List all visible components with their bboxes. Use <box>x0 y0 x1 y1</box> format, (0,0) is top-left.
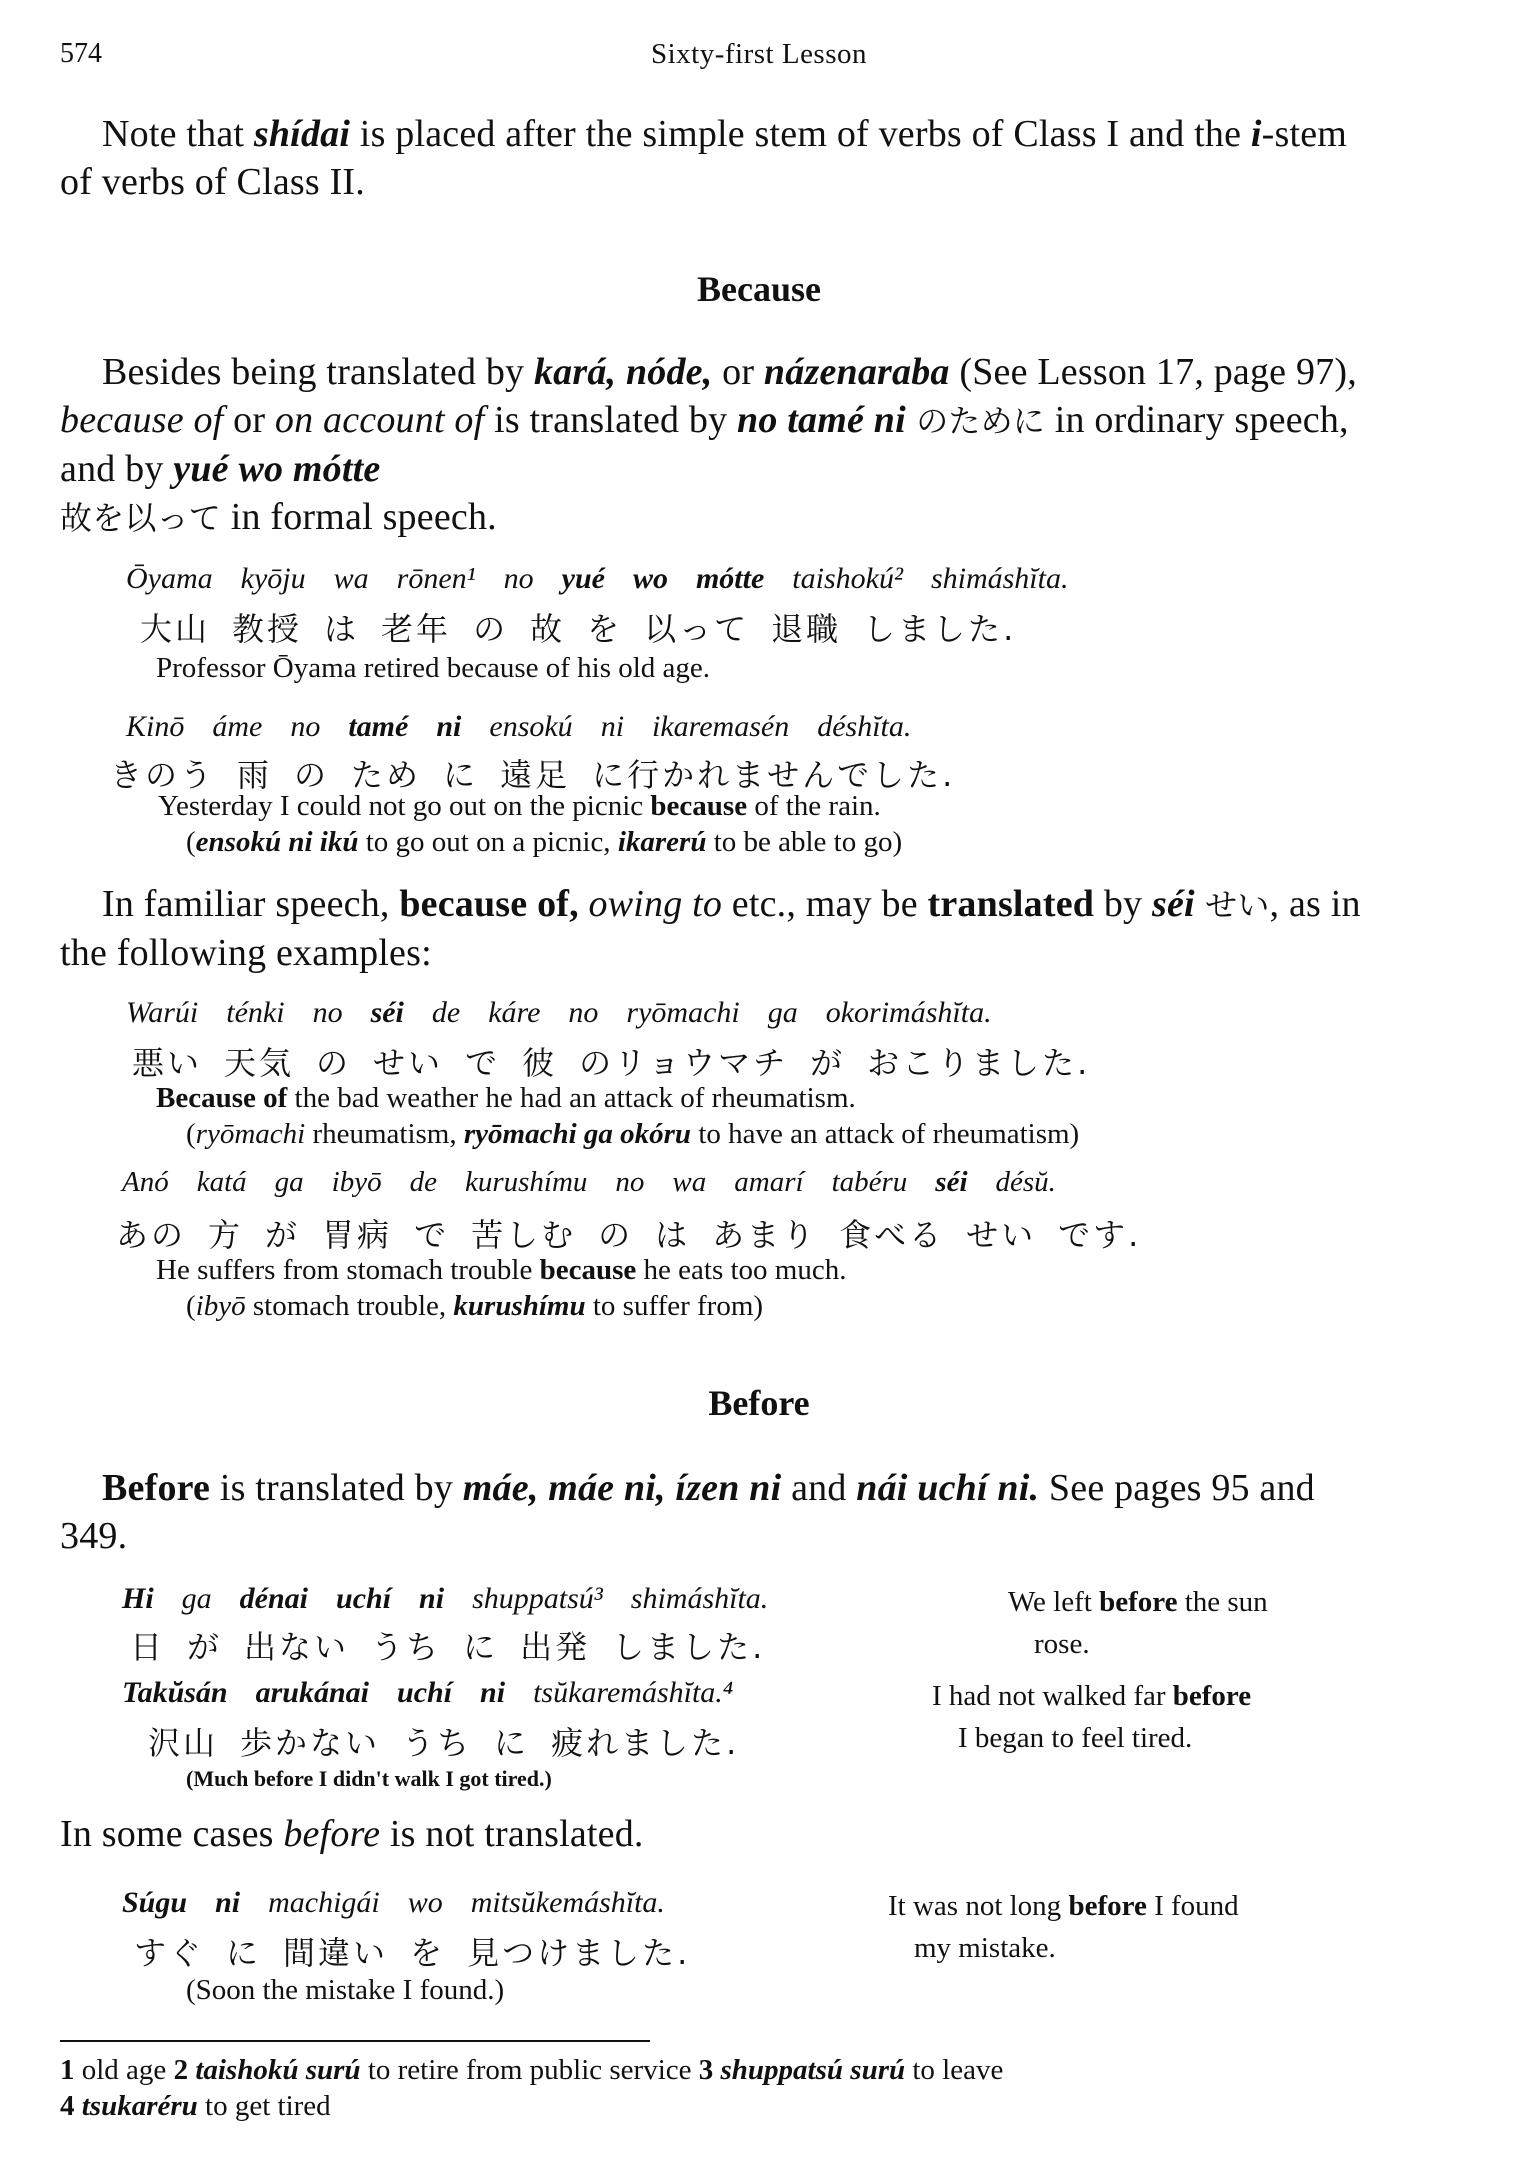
word: 間違い <box>283 1934 389 1972</box>
word: に <box>463 1628 499 1666</box>
word: です. <box>1058 1216 1142 1254</box>
because-paragraph <box>60 348 1380 542</box>
example-romaji <box>122 1676 761 1710</box>
example-note: (Soon the mistake I found.) <box>186 1974 505 2006</box>
word: ni <box>436 710 462 743</box>
japanese-text: のために <box>905 402 1046 440</box>
word: 老年 <box>381 610 452 648</box>
word: ni <box>215 1886 241 1919</box>
footnote-number: 3 <box>698 2054 714 2086</box>
phrase: because of <box>60 399 224 441</box>
word: désŭ. <box>995 1166 1056 1198</box>
word: の <box>473 610 509 648</box>
word: あの <box>116 1216 187 1254</box>
word: 故 <box>530 610 566 648</box>
word: 雨 <box>237 756 273 794</box>
example-japanese <box>140 604 1038 650</box>
term: máe, máe ni, ízen ni <box>462 1467 782 1509</box>
word: おこりました. <box>867 1044 1091 1082</box>
phrase: before <box>283 1813 381 1855</box>
example-japanese <box>130 1622 787 1668</box>
word: 方 <box>208 1216 244 1254</box>
text: ( <box>186 1290 196 1322</box>
word: 疲れました. <box>551 1724 740 1762</box>
word: séi <box>935 1166 968 1198</box>
word: あまり <box>712 1216 818 1254</box>
term: ryōmachi ga okóru <box>463 1118 692 1150</box>
footnote-text: old age <box>74 2054 174 2086</box>
text: is not translated. <box>380 1813 644 1855</box>
example-romaji <box>126 996 1020 1030</box>
word: ため <box>351 756 422 794</box>
page-header <box>60 38 1458 78</box>
word: wo <box>632 562 668 595</box>
emphasis: Because of <box>156 1082 288 1114</box>
term: kurushímu <box>453 1290 586 1322</box>
emphasis: before <box>1172 1680 1252 1712</box>
word: de <box>431 996 461 1029</box>
word: は <box>655 1216 691 1254</box>
word: 以って <box>644 610 750 648</box>
word: うち <box>402 1724 473 1762</box>
word: のリョウマチ <box>579 1044 789 1082</box>
footnotes <box>60 2052 1440 2124</box>
word: uchí <box>336 1582 392 1615</box>
example-translation <box>158 790 881 823</box>
text: stomach trouble, <box>245 1290 454 1322</box>
word: Ōyama <box>126 562 213 595</box>
text: the bad weather he had an attack of rheumatism. <box>287 1082 856 1114</box>
word: 大山 <box>140 610 211 648</box>
word: を <box>410 1934 446 1972</box>
phrase: on account of <box>274 399 485 441</box>
word: 天気 <box>224 1044 295 1082</box>
footnote-number: 1 <box>60 2054 75 2086</box>
example-romaji <box>122 1582 796 1616</box>
word: 日 <box>130 1628 166 1666</box>
word: ryōmachi <box>626 996 740 1029</box>
word: Súgu <box>122 1886 188 1919</box>
word: machigái <box>268 1886 380 1919</box>
footnote-text: to leave <box>905 2054 1004 2086</box>
example-translation <box>932 1680 1251 1713</box>
word: wo <box>407 1886 443 1919</box>
footnote-line <box>60 2052 1440 2088</box>
example-note <box>186 826 902 859</box>
term: i <box>1250 113 1262 155</box>
word: ni <box>419 1582 445 1615</box>
term: because of, <box>399 883 579 925</box>
word: すぐ <box>134 1934 205 1972</box>
word: 沢山 <box>148 1724 219 1762</box>
term: ikarerú <box>617 826 707 858</box>
text: the sun <box>1177 1586 1268 1618</box>
word: dénai <box>239 1582 309 1615</box>
word: Kinō <box>126 710 185 743</box>
term: kará, nóde, <box>533 351 713 393</box>
text: or <box>223 399 275 441</box>
word: uchí <box>397 1676 453 1709</box>
word: Takŭsán <box>122 1676 228 1709</box>
word: káre <box>488 996 541 1029</box>
word: mótte <box>695 562 765 595</box>
example-translation <box>156 1254 847 1287</box>
term: ibyō <box>195 1290 246 1322</box>
example-japanese <box>148 1718 761 1764</box>
text: He suffers from stomach trouble <box>156 1254 540 1286</box>
term: ryōmachi <box>195 1118 306 1150</box>
word: ensokú <box>489 710 573 743</box>
word: 胃病 <box>322 1216 393 1254</box>
word: 教授 <box>232 610 303 648</box>
footnote-text: to get tired <box>197 2090 331 2122</box>
text: or <box>712 351 764 393</box>
example-translation: my mistake. <box>914 1932 1056 1964</box>
term: Before <box>102 1467 211 1509</box>
word: せい <box>966 1216 1037 1254</box>
word: yué <box>561 562 605 595</box>
text: It was not long <box>888 1890 1069 1922</box>
word: を <box>587 610 623 648</box>
example-translation <box>888 1890 1239 1923</box>
word: taishokú² <box>792 562 903 595</box>
word: の <box>294 756 330 794</box>
emphasis: before <box>1099 1586 1178 1618</box>
term: tsukaréru <box>74 2090 198 2122</box>
word: shimáshĭta. <box>630 1582 769 1615</box>
text: in ordinary speech, and by <box>60 399 1349 490</box>
term: taishokú surú <box>188 2054 361 2086</box>
some-cases-paragraph <box>60 1810 1380 1858</box>
text: to suffer from) <box>585 1290 764 1322</box>
word: しました. <box>863 610 1017 648</box>
text: and <box>781 1467 857 1509</box>
word: wa <box>672 1166 707 1198</box>
word: に行かれませんでした. <box>592 756 956 794</box>
text: In some cases <box>60 1813 284 1855</box>
word: 出発 <box>520 1628 591 1666</box>
section-heading-before: Before <box>708 1383 810 1423</box>
term: yué wo mótte <box>173 448 381 490</box>
word: kyōju <box>240 562 306 595</box>
example-note <box>186 1118 1079 1151</box>
emphasis: because <box>539 1254 637 1286</box>
word: katá <box>196 1166 247 1198</box>
word: arukánai <box>255 1676 370 1709</box>
example-translation: I began to feel tired. <box>958 1722 1193 1754</box>
word: に <box>443 756 479 794</box>
term: no tamé ni <box>737 399 906 441</box>
example-romaji <box>122 1886 693 1920</box>
word: Warúi <box>126 996 199 1029</box>
word: rōnen¹ <box>396 562 476 595</box>
emphasis: because <box>650 790 748 822</box>
text: to go out on a picnic, <box>358 826 618 858</box>
word: が <box>265 1216 301 1254</box>
text: We left <box>1008 1586 1100 1618</box>
word: ibyō <box>331 1166 382 1198</box>
example-translation: Professor Ōyama retired because of his old age. <box>156 652 711 684</box>
emphasis: before <box>1068 1890 1147 1922</box>
word: で <box>414 1216 450 1254</box>
page-number: 574 <box>60 38 102 69</box>
term: nái uchí ni. <box>856 1467 1040 1509</box>
word: mitsŭkemáshĭta. <box>470 1886 665 1919</box>
example-japanese <box>116 1210 1163 1256</box>
term: séi <box>1151 883 1195 925</box>
text: ( <box>186 826 196 858</box>
word: ni <box>600 710 625 743</box>
word: séi <box>370 996 404 1029</box>
word: no <box>568 996 599 1029</box>
word: amarí <box>734 1166 804 1198</box>
word: shimáshĭta. <box>930 562 1069 595</box>
term: názenaraba <box>763 351 950 393</box>
text: is placed after the simple stem of verbs of Class I and the <box>350 113 1251 155</box>
text: ( <box>186 1118 196 1150</box>
text: In familiar speech, <box>102 883 400 925</box>
word: ga <box>767 996 798 1029</box>
text: See pages 95 and 349. <box>60 1467 1315 1557</box>
word: ikaremasén <box>652 710 790 743</box>
word: no <box>290 710 321 743</box>
familiar-speech-paragraph <box>60 880 1390 977</box>
word: áme <box>212 710 263 743</box>
text: Yesterday I could not go out on the picnic <box>158 790 651 822</box>
example-japanese <box>132 1038 1112 1084</box>
word: shuppatsú³ <box>472 1582 603 1615</box>
footnote-line <box>60 2088 1440 2124</box>
word: tsŭkaremáshĭta.⁴ <box>533 1676 734 1709</box>
text: of the rain. <box>747 790 881 822</box>
word: no <box>615 1166 645 1198</box>
word: が <box>187 1628 223 1666</box>
example-japanese <box>134 1928 712 1974</box>
word: Hi <box>122 1582 154 1615</box>
text: -stem of verbs of Class II. <box>60 113 1348 203</box>
word: 見つけました. <box>467 1934 691 1972</box>
text: Besides being translated by <box>102 351 534 393</box>
word: kurushímu <box>464 1166 588 1198</box>
word: は <box>324 610 360 648</box>
text: in formal speech. <box>221 496 497 538</box>
word: de <box>409 1166 437 1198</box>
word: きのう <box>110 756 216 794</box>
word: で <box>465 1044 501 1082</box>
running-title: Sixty-first Lesson <box>650 38 868 70</box>
word: が <box>810 1044 846 1082</box>
text: by <box>1094 883 1152 925</box>
word: に <box>226 1934 262 1972</box>
text: etc., may be <box>722 883 928 925</box>
word: Anó <box>122 1166 169 1198</box>
word: ni <box>480 1676 506 1709</box>
text: is translated by <box>484 399 738 441</box>
text: I found <box>1146 1890 1239 1922</box>
word: ga <box>181 1582 212 1615</box>
example-romaji <box>122 1166 1084 1199</box>
word: に <box>494 1724 530 1762</box>
text: , as in the following examples: <box>60 883 1361 974</box>
japanese-text: 故を以って <box>60 499 222 537</box>
word: 悪い <box>132 1044 203 1082</box>
intro-paragraph <box>60 110 1380 206</box>
word: tamé <box>348 710 409 743</box>
footnote-divider <box>60 2040 650 2042</box>
word: 出ない <box>244 1628 350 1666</box>
word: しました. <box>612 1628 766 1666</box>
example-translation <box>1008 1586 1268 1619</box>
example-translation: rose. <box>1034 1628 1090 1660</box>
word: no <box>312 996 343 1029</box>
word: ga <box>274 1166 304 1198</box>
word: wa <box>333 562 369 595</box>
word: okorimáshĭta. <box>825 996 992 1029</box>
example-note: (Much before I didn't walk I got tired.) <box>186 1766 552 1791</box>
word: せい <box>373 1044 444 1082</box>
text: Note that <box>102 113 254 155</box>
text: rheumatism, <box>305 1118 464 1150</box>
word: 彼 <box>522 1044 558 1082</box>
word: 歩かない <box>240 1724 381 1762</box>
word: no <box>503 562 534 595</box>
text: is translated by <box>210 1467 463 1509</box>
example-note <box>186 1290 763 1323</box>
text: to be able to go) <box>706 826 903 858</box>
text: I had not walked far <box>932 1680 1173 1712</box>
term: shídai <box>253 113 351 155</box>
text: to have an attack of rheumatism) <box>691 1118 1080 1150</box>
word: 食べる <box>839 1216 945 1254</box>
word: 苦しむ <box>471 1216 577 1254</box>
phrase: owing to <box>588 883 723 925</box>
text: he eats too much. <box>636 1254 847 1286</box>
example-romaji <box>126 562 1096 596</box>
example-romaji <box>126 710 939 744</box>
word: の <box>316 1044 352 1082</box>
japanese-text: せい <box>1194 886 1270 924</box>
term: shuppatsú surú <box>713 2054 906 2086</box>
before-paragraph <box>60 1464 1380 1560</box>
word: ténki <box>226 996 285 1029</box>
term: translated <box>927 883 1095 925</box>
word: うち <box>371 1628 442 1666</box>
word: 遠足 <box>500 756 571 794</box>
footnote-number: 2 <box>173 2054 189 2086</box>
word: 退職 <box>771 610 842 648</box>
section-heading-because: Because <box>697 269 821 309</box>
word: tabéru <box>831 1166 908 1198</box>
word: の <box>598 1216 634 1254</box>
example-translation <box>156 1082 856 1115</box>
term: ensokú ni ikú <box>195 826 359 858</box>
footnote-number: 4 <box>60 2090 75 2122</box>
word: déshĭta. <box>817 710 912 743</box>
footnote-text: to retire from public service <box>360 2054 699 2086</box>
text: (See Lesson 17, page 97), <box>949 351 1357 393</box>
